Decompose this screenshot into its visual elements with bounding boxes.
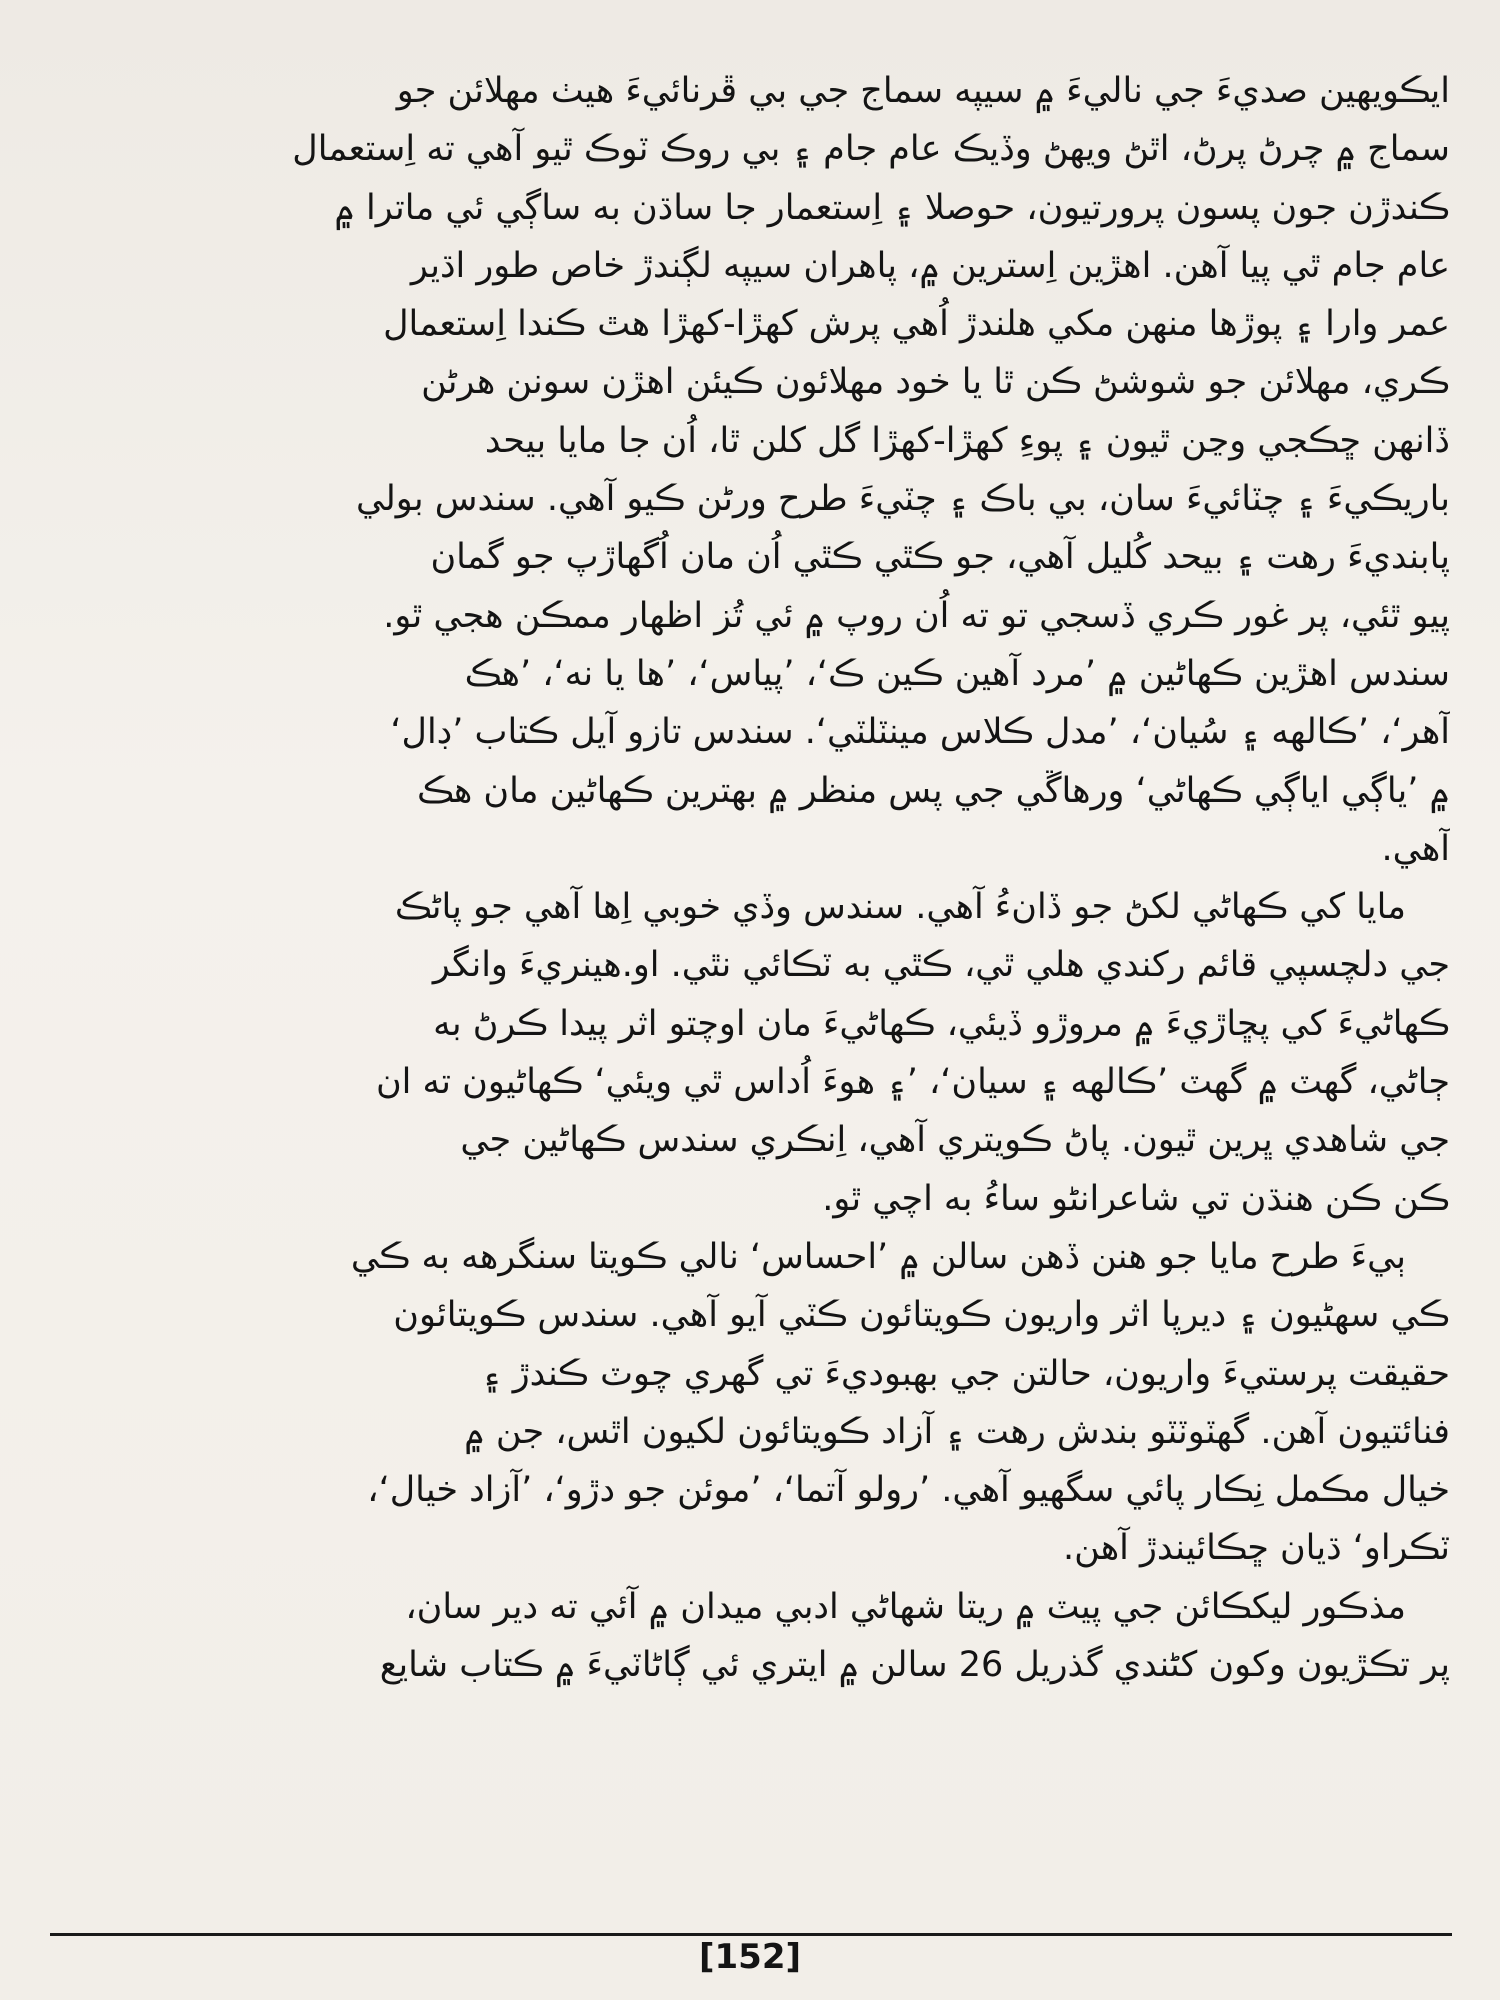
- page-number: [152]: [698, 1937, 802, 1977]
- text-line: ٽڪراو‘ ڌيان ڇڪائيندڙ آهن.: [1062, 1528, 1450, 1569]
- text-line: ڪهاڻيءَ کي پڇاڙيءَ ۾ مروڙو ڏيئي، ڪهاڻيءَ مان اوچتو اثر پيدا ڪرڻ به: [433, 1003, 1450, 1044]
- text-line: جي شاهدي ڀرين ٿيون. پاڻ ڪويتري آهي، اِنڪري سندس ڪهاڻين جي: [460, 1120, 1450, 1161]
- text-line: ڏانهن ڇڪجي وڃن ٿيون ۽ پوءِ کهڙا-کهڙا گل کلن ٿا، اُن جا مايا بيحد: [484, 420, 1450, 461]
- text-line: عمر وارا ۽ پوڙها منهن مکي هلندڙ اُهي پرش کهڙا-کهڙا هٿ ڪندا اِستعمال: [383, 304, 1450, 345]
- text-line: آهي.: [1381, 828, 1450, 869]
- text-line: پابنديءَ رهت ۽ بيحد کُليل آهي، جو ڪٿي ڪٿي اُن مان اُگهاڙپ جو گمان: [430, 537, 1450, 578]
- text-line: ڪن ڪن هنڌن تي شاعرانڻو ساءُ به اچي ٿو.: [822, 1178, 1450, 1219]
- footer-rule: [50, 1933, 1452, 1936]
- text-line: سماج ۾ چرڻ پرڻ، اٿڻ ويهڻ وڏيڪ عام جام ۽ بي روڪ ٽوڪ ٿيو آهي ته اِستعمال: [292, 129, 1450, 170]
- text-line: فنائتيون آهن. گهٽوٽٽو بندش رهت ۽ آزاد ڪويتائون لکيون اٿس، جن ۾: [464, 1411, 1450, 1452]
- text-line: حقيقت پرستيءَ واريون، حالتن جي بهبوديءَ تي گهري چوٽ ڪندڙ ۽: [481, 1353, 1450, 1394]
- paragraph-first-line: ٻيءَ طرح مايا جو هنن ڏهن سالن ۾ ’احساس‘ نالي ڪويتا سنگرهه به ڪي: [350, 1236, 1406, 1277]
- text-line: پيو ٿئي، پر غور ڪري ڏسجي تو ته اُن روپ ۾ ئي تُز اظهار ممڪن هجي ٿو.: [383, 595, 1450, 636]
- text-line: ڪري، مهلائن جو شوشڻ ڪن ٿا يا خود مهلائون ڪيئن اهڙن سونن هرڻن: [421, 362, 1450, 403]
- text-line: عام جام ٿي پيا آهن. اهڙين اِسترين ۾، پاهران سيپه لڳندڙ خاص طور اڌير: [410, 245, 1450, 286]
- text-line: ۾ ’ياڳي اياڳي ڪهاڻي‘ ورهاڱي جي پس منظر ۾ بهترين ڪهاڻين مان هڪ: [416, 770, 1450, 811]
- text-line: باريڪيءَ ۽ چٽائيءَ سان، بي باڪ ۽ چٽيءَ طرح ورڻن ڪيو آهي. سندس بولي: [355, 479, 1450, 520]
- text-line: ايڪويهين صديءَ جي ناليءَ ۾ سيپه سماج جي بي ڦرنائيءَ هيٺ مهلائن جو: [396, 71, 1450, 111]
- text-line: ڪندڙن جون پسون پرورتيون، حوصلا ۽ اِستعمار جا ساڌن به ساڳي ئي ماترا ۾: [334, 187, 1450, 228]
- text-line: ڪي سهڻيون ۽ ديرپا اثر واريون ڪويتائون ڪٽي آيو آهي. سندس ڪويتائون: [393, 1295, 1450, 1336]
- paragraph-first-line: مذڪور ليکڪائن جي پيٽ ۾ ريتا شهاڻي ادبي ميدان ۾ آئي ته دير سان،: [405, 1586, 1406, 1627]
- text-line: پر تڪڙيون وکون کڻندي گذريل 26 سالن ۾ ايتري ئي ڳاڻاٽيءَ ۾ ڪتاب شايع: [379, 1645, 1450, 1686]
- paragraph-first-line: مايا کي ڪهاڻي لکڻ جو ڏانءُ آهي. سندس وڏي خوبي اِها آهي جو پاڻڪ: [394, 887, 1406, 928]
- text-line: آهر‘، ’ڪالهه ۽ سُيان‘، ’مدل ڪلاس مينٽلٽي‘. سندس تازو آيل ڪتاب ’ڊال‘: [390, 712, 1450, 753]
- text-line: جي دلچسپي قائم رکندي هلي ٿي، ڪٿي به ٽڪائي نٿي. او.هينريءَ وانگر: [432, 945, 1450, 986]
- text-line: سندس اهڙين ڪهاڻين ۾ ’مرد آهين ڪين ڪ‘، ’پياس‘، ’ها يا نه‘، ’هڪ: [464, 653, 1450, 694]
- text-line: خيال مڪمل نِڪار پائي سگهيو آهي. ’رولو آتما‘، ’موئن جو دڙو‘، ’آزاد خيال‘،: [367, 1470, 1450, 1511]
- text-line: ڄاڻي، گهٽ ۾ گهٽ ’ڪالهه ۽ سيان‘، ’۽ هوءَ اُداس ٿي ويئي‘ ڪهاڻيون ته ان: [375, 1062, 1450, 1103]
- body-text: [52, 62, 1450, 1694]
